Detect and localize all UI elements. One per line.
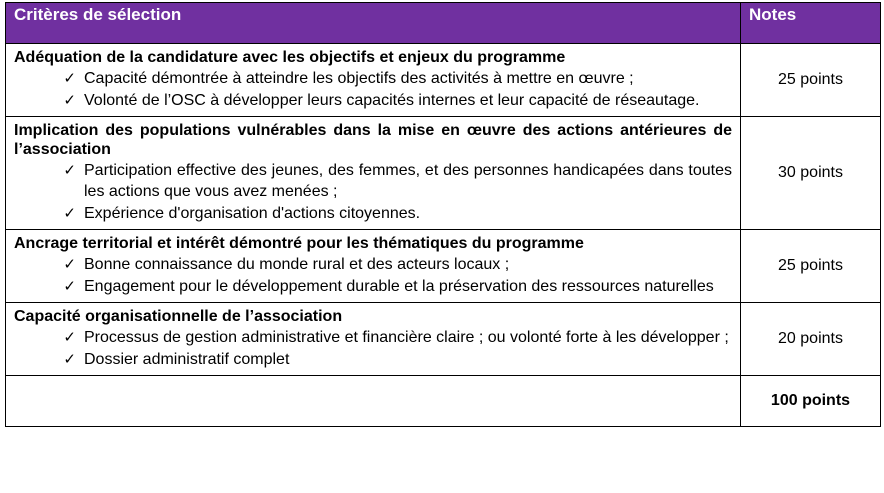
score-cell: 25 points bbox=[741, 230, 881, 303]
checkmark-icon: ✓ bbox=[63, 277, 76, 295]
criteria-title: Ancrage territorial et intérêt démontré pour les thématiques du programme bbox=[14, 235, 584, 252]
checkmark-icon: ✓ bbox=[63, 328, 76, 346]
criteria-item bbox=[14, 254, 732, 275]
criteria-title: Capacité organisationnelle de l’association bbox=[14, 308, 343, 325]
criteria-item bbox=[14, 68, 732, 89]
criteria-item-text: Volonté de l’OSC à développer leurs capacités internes et leur capacité de réseautage. bbox=[84, 92, 700, 109]
criteria-item bbox=[14, 327, 732, 348]
criteria-item-text: Participation effective des jeunes, des femmes, et des personnes handicapées dans toutes les actions que vous avez menées ; bbox=[84, 162, 732, 200]
score-cell: 25 points bbox=[741, 44, 881, 117]
criteria-cell bbox=[6, 230, 741, 303]
total-row bbox=[6, 376, 881, 427]
criteria-item bbox=[14, 203, 732, 224]
checkmark-icon: ✓ bbox=[63, 255, 76, 273]
total-score: 100 points bbox=[741, 376, 881, 427]
criteria-row bbox=[6, 44, 881, 117]
criteria-cell bbox=[6, 303, 741, 376]
header-notes: Notes bbox=[741, 3, 881, 44]
criteria-item-text: Engagement pour le développement durable et la préservation des ressources naturelles bbox=[84, 278, 714, 295]
criteria-item bbox=[14, 276, 732, 297]
criteria-row bbox=[6, 117, 881, 230]
criteria-cell bbox=[6, 117, 741, 230]
total-empty-cell bbox=[6, 376, 741, 427]
header-row bbox=[6, 3, 881, 44]
checkmark-icon: ✓ bbox=[63, 161, 76, 179]
criteria-item bbox=[14, 90, 732, 111]
criteria-title: Adéquation de la candidature avec les objectifs et enjeux du programme bbox=[14, 49, 566, 66]
header-criteria: Critères de sélection bbox=[6, 3, 741, 44]
criteria-item-text: Capacité démontrée à atteindre les objectifs des activités à mettre en œuvre ; bbox=[84, 70, 634, 87]
score-cell: 30 points bbox=[741, 117, 881, 230]
checkmark-icon: ✓ bbox=[63, 350, 76, 368]
checkmark-icon: ✓ bbox=[63, 204, 76, 222]
criteria-row bbox=[6, 230, 881, 303]
criteria-row bbox=[6, 303, 881, 376]
criteria-item bbox=[14, 160, 732, 202]
criteria-item-text: Dossier administratif complet bbox=[84, 351, 290, 368]
score-cell: 20 points bbox=[741, 303, 881, 376]
criteria-item-text: Processus de gestion administrative et financière claire ; ou volonté forte à les développer ; bbox=[84, 329, 729, 346]
criteria-title: Implication des populations vulnérables dans la mise en œuvre des actions antérieures de l’association bbox=[14, 122, 732, 158]
criteria-item bbox=[14, 349, 732, 370]
selection-criteria-table bbox=[5, 2, 881, 427]
criteria-cell bbox=[6, 44, 741, 117]
checkmark-icon: ✓ bbox=[63, 91, 76, 109]
checkmark-icon: ✓ bbox=[63, 69, 76, 87]
criteria-item-text: Expérience d'organisation d'actions citoyennes. bbox=[84, 205, 421, 222]
criteria-item-text: Bonne connaissance du monde rural et des acteurs locaux ; bbox=[84, 256, 510, 273]
